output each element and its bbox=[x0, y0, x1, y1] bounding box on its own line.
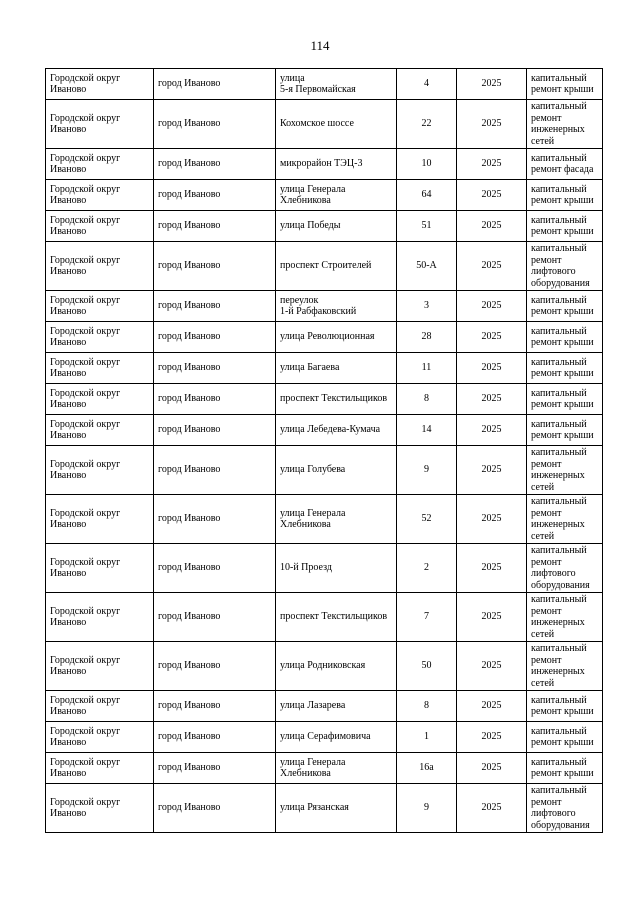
house-number-cell: 2 bbox=[397, 544, 457, 593]
district-cell: Городской округ Иваново bbox=[46, 642, 154, 691]
street-cell: улица Лебедева-Кумача bbox=[276, 415, 397, 446]
house-number-cell: 9 bbox=[397, 784, 457, 833]
district-cell: Городской округ Иваново bbox=[46, 149, 154, 180]
street-cell: улица Голубева bbox=[276, 446, 397, 495]
house-number-cell: 50 bbox=[397, 642, 457, 691]
year-cell: 2025 bbox=[457, 211, 527, 242]
city-cell: город Иваново bbox=[154, 353, 276, 384]
repair-registry-table bbox=[45, 68, 603, 833]
house-number-cell: 1 bbox=[397, 722, 457, 753]
table-row bbox=[46, 642, 603, 691]
work-type-cell: капитальный ремонт инженерных сетей bbox=[527, 100, 603, 149]
work-type-cell: капитальный ремонт крыши bbox=[527, 384, 603, 415]
city-cell: город Иваново bbox=[154, 291, 276, 322]
table-row bbox=[46, 100, 603, 149]
street-cell: улица Генерала Хлебникова bbox=[276, 495, 397, 544]
year-cell: 2025 bbox=[457, 593, 527, 642]
street-cell: проспект Текстильщиков bbox=[276, 384, 397, 415]
district-cell: Городской округ Иваново bbox=[46, 100, 154, 149]
district-cell: Городской округ Иваново bbox=[46, 495, 154, 544]
house-number-cell: 16а bbox=[397, 753, 457, 784]
table-row bbox=[46, 691, 603, 722]
year-cell: 2025 bbox=[457, 180, 527, 211]
year-cell: 2025 bbox=[457, 446, 527, 495]
work-type-cell: капитальный ремонт крыши bbox=[527, 180, 603, 211]
district-cell: Городской округ Иваново bbox=[46, 180, 154, 211]
city-cell: город Иваново bbox=[154, 593, 276, 642]
district-cell: Городской округ Иваново bbox=[46, 353, 154, 384]
city-cell: город Иваново bbox=[154, 642, 276, 691]
table-row bbox=[46, 784, 603, 833]
city-cell: город Иваново bbox=[154, 691, 276, 722]
work-type-cell: капитальный ремонт крыши bbox=[527, 415, 603, 446]
table-row bbox=[46, 415, 603, 446]
city-cell: город Иваново bbox=[154, 753, 276, 784]
registry-table-body bbox=[46, 69, 603, 833]
house-number-cell: 14 bbox=[397, 415, 457, 446]
city-cell: город Иваново bbox=[154, 180, 276, 211]
district-cell: Городской округ Иваново bbox=[46, 291, 154, 322]
year-cell: 2025 bbox=[457, 322, 527, 353]
district-cell: Городской округ Иваново bbox=[46, 415, 154, 446]
table-row bbox=[46, 149, 603, 180]
street-cell: микрорайон ТЭЦ-3 bbox=[276, 149, 397, 180]
street-cell: Кохомское шоссе bbox=[276, 100, 397, 149]
district-cell: Городской округ Иваново bbox=[46, 544, 154, 593]
year-cell: 2025 bbox=[457, 415, 527, 446]
street-cell: улица Победы bbox=[276, 211, 397, 242]
street-cell: переулок 1-й Рабфаковский bbox=[276, 291, 397, 322]
work-type-cell: капитальный ремонт лифтового оборудования bbox=[527, 544, 603, 593]
table-row bbox=[46, 495, 603, 544]
page-number: 114 bbox=[310, 38, 330, 53]
district-cell: Городской округ Иваново bbox=[46, 784, 154, 833]
table-row bbox=[46, 353, 603, 384]
year-cell: 2025 bbox=[457, 544, 527, 593]
street-cell: проспект Текстильщиков bbox=[276, 593, 397, 642]
year-cell: 2025 bbox=[457, 722, 527, 753]
year-cell: 2025 bbox=[457, 784, 527, 833]
city-cell: город Иваново bbox=[154, 544, 276, 593]
street-cell: улица Революционная bbox=[276, 322, 397, 353]
year-cell: 2025 bbox=[457, 291, 527, 322]
work-type-cell: капитальный ремонт крыши bbox=[527, 691, 603, 722]
work-type-cell: капитальный ремонт инженерных сетей bbox=[527, 446, 603, 495]
work-type-cell: капитальный ремонт инженерных сетей bbox=[527, 593, 603, 642]
city-cell: город Иваново bbox=[154, 322, 276, 353]
house-number-cell: 11 bbox=[397, 353, 457, 384]
street-cell: улица Генерала Хлебникова bbox=[276, 753, 397, 784]
table-row bbox=[46, 544, 603, 593]
district-cell: Городской округ Иваново bbox=[46, 69, 154, 100]
work-type-cell: капитальный ремонт крыши bbox=[527, 722, 603, 753]
year-cell: 2025 bbox=[457, 495, 527, 544]
district-cell: Городской округ Иваново bbox=[46, 446, 154, 495]
district-cell: Городской округ Иваново bbox=[46, 322, 154, 353]
street-cell: улица Серафимовича bbox=[276, 722, 397, 753]
work-type-cell: капитальный ремонт крыши bbox=[527, 753, 603, 784]
city-cell: город Иваново bbox=[154, 384, 276, 415]
district-cell: Городской округ Иваново bbox=[46, 722, 154, 753]
city-cell: город Иваново bbox=[154, 722, 276, 753]
house-number-cell: 4 bbox=[397, 69, 457, 100]
city-cell: город Иваново bbox=[154, 495, 276, 544]
street-cell: улица Родниковская bbox=[276, 642, 397, 691]
street-cell: улица Багаева bbox=[276, 353, 397, 384]
table-row bbox=[46, 291, 603, 322]
city-cell: город Иваново bbox=[154, 446, 276, 495]
table-row bbox=[46, 211, 603, 242]
table-row bbox=[46, 242, 603, 291]
table-row bbox=[46, 322, 603, 353]
year-cell: 2025 bbox=[457, 384, 527, 415]
year-cell: 2025 bbox=[457, 691, 527, 722]
street-cell: проспект Строителей bbox=[276, 242, 397, 291]
district-cell: Городской округ Иваново bbox=[46, 211, 154, 242]
work-type-cell: капитальный ремонт лифтового оборудования bbox=[527, 784, 603, 833]
table-row bbox=[46, 180, 603, 211]
house-number-cell: 64 bbox=[397, 180, 457, 211]
street-cell: улица Генерала Хлебникова bbox=[276, 180, 397, 211]
street-cell: улица 5-я Первомайская bbox=[276, 69, 397, 100]
table-row bbox=[46, 753, 603, 784]
table-row bbox=[46, 722, 603, 753]
district-cell: Городской округ Иваново bbox=[46, 384, 154, 415]
year-cell: 2025 bbox=[457, 753, 527, 784]
work-type-cell: капитальный ремонт крыши bbox=[527, 69, 603, 100]
house-number-cell: 50-А bbox=[397, 242, 457, 291]
city-cell: город Иваново bbox=[154, 415, 276, 446]
year-cell: 2025 bbox=[457, 353, 527, 384]
work-type-cell: капитальный ремонт фасада bbox=[527, 149, 603, 180]
district-cell: Городской округ Иваново bbox=[46, 691, 154, 722]
year-cell: 2025 bbox=[457, 69, 527, 100]
year-cell: 2025 bbox=[457, 242, 527, 291]
work-type-cell: капитальный ремонт крыши bbox=[527, 291, 603, 322]
district-cell: Городской округ Иваново bbox=[46, 753, 154, 784]
work-type-cell: капитальный ремонт крыши bbox=[527, 322, 603, 353]
house-number-cell: 8 bbox=[397, 384, 457, 415]
city-cell: город Иваново bbox=[154, 69, 276, 100]
city-cell: город Иваново bbox=[154, 784, 276, 833]
work-type-cell: капитальный ремонт инженерных сетей bbox=[527, 642, 603, 691]
city-cell: город Иваново bbox=[154, 149, 276, 180]
work-type-cell: капитальный ремонт лифтового оборудования bbox=[527, 242, 603, 291]
house-number-cell: 3 bbox=[397, 291, 457, 322]
house-number-cell: 22 bbox=[397, 100, 457, 149]
table-row bbox=[46, 69, 603, 100]
house-number-cell: 9 bbox=[397, 446, 457, 495]
house-number-cell: 28 bbox=[397, 322, 457, 353]
street-cell: 10-й Проезд bbox=[276, 544, 397, 593]
year-cell: 2025 bbox=[457, 642, 527, 691]
street-cell: улица Лазарева bbox=[276, 691, 397, 722]
street-cell: улица Рязанская bbox=[276, 784, 397, 833]
city-cell: город Иваново bbox=[154, 211, 276, 242]
house-number-cell: 8 bbox=[397, 691, 457, 722]
work-type-cell: капитальный ремонт инженерных сетей bbox=[527, 495, 603, 544]
city-cell: город Иваново bbox=[154, 242, 276, 291]
district-cell: Городской округ Иваново bbox=[46, 242, 154, 291]
house-number-cell: 51 bbox=[397, 211, 457, 242]
table-row bbox=[46, 384, 603, 415]
house-number-cell: 10 bbox=[397, 149, 457, 180]
city-cell: город Иваново bbox=[154, 100, 276, 149]
house-number-cell: 52 bbox=[397, 495, 457, 544]
house-number-cell: 7 bbox=[397, 593, 457, 642]
year-cell: 2025 bbox=[457, 100, 527, 149]
year-cell: 2025 bbox=[457, 149, 527, 180]
table-row bbox=[46, 446, 603, 495]
table-row bbox=[46, 593, 603, 642]
work-type-cell: капитальный ремонт крыши bbox=[527, 353, 603, 384]
district-cell: Городской округ Иваново bbox=[46, 593, 154, 642]
work-type-cell: капитальный ремонт крыши bbox=[527, 211, 603, 242]
